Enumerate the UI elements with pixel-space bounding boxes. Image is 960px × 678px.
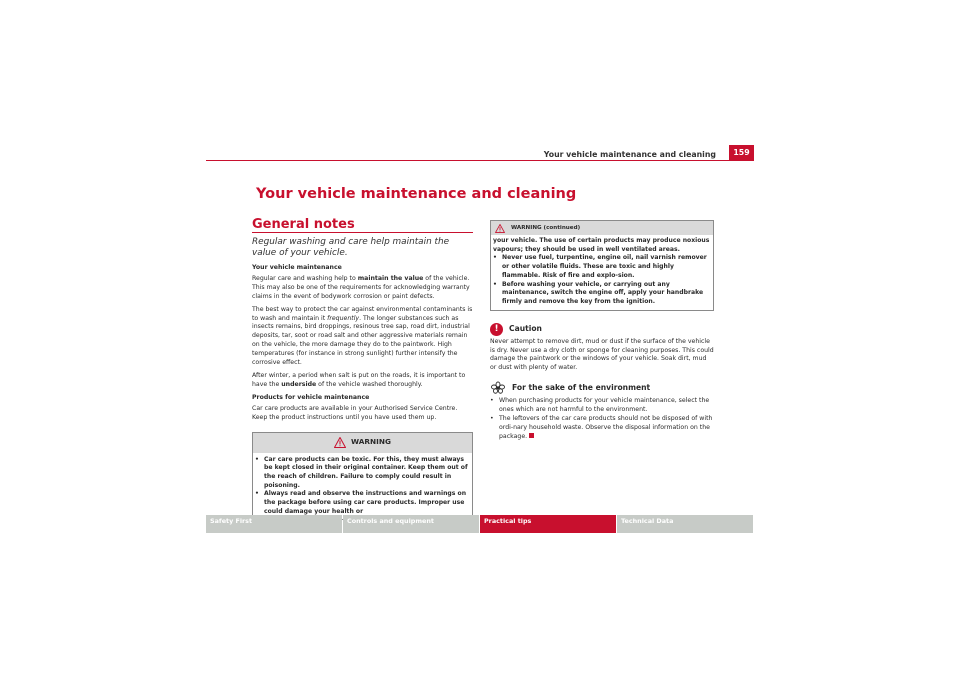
paragraph-maintain-value: Regular care and washing help to maintain the value of the vehicle. This may also be one of the requirements for acknowledging warranty claims in the event of bodywork corrosion or paint defects. bbox=[252, 274, 470, 300]
footer-tab-safety-first[interactable]: Safety First bbox=[206, 515, 342, 533]
header-title: Your vehicle maintenance and cleaning bbox=[543, 150, 716, 159]
intro-text: Regular washing and care help maintain the value of your vehicle. bbox=[252, 237, 450, 258]
list-item: • When purchasing products for your vehicle maintenance, select the ones which are not harmful to the environment. bbox=[490, 397, 710, 414]
caution-text: Never attempt to remove dirt, mud or dust if the surface of the vehicle is dry. Never use a dry cloth or sponge for cleaning purposes. This could damage the paintwork or the windows of your vehicle. Soak dirt, mud or dust with plenty of water. bbox=[490, 337, 714, 372]
warning-continued-body bbox=[490, 235, 714, 311]
list-item: • Always read and observe the instructions and warnings on the package before using car care products. Improper use could damage your health or bbox=[255, 490, 467, 515]
environment-flower-icon bbox=[490, 381, 506, 395]
warning-body bbox=[253, 453, 472, 520]
warning-triangle-icon bbox=[334, 437, 346, 448]
page-title: Your vehicle maintenance and cleaning bbox=[256, 186, 577, 202]
warning-continued-text: your vehicle. The use of certain products may produce noxious vapours; they should be used in well ventilated areas. bbox=[493, 237, 710, 253]
page-number: 159 bbox=[729, 145, 754, 160]
list-item: • The leftovers of the car care products should not be disposed of with ordi-nary household waste. Observe the disposal information on the package. bbox=[490, 415, 713, 440]
footer-tab-practical-tips[interactable]: Practical tips bbox=[480, 515, 616, 533]
warning-continued-header bbox=[491, 221, 713, 235]
heading-products: Products for vehicle maintenance bbox=[252, 393, 370, 401]
warning-box bbox=[252, 432, 473, 521]
paragraph-underside: After winter, a period when salt is put on the roads, it is important to have the underside of the vehicle washed thoroughly. bbox=[252, 371, 466, 388]
section-rule bbox=[252, 232, 473, 233]
caution-label: Caution bbox=[509, 323, 542, 333]
caution-header bbox=[490, 323, 714, 336]
warning-label: WARNING bbox=[351, 437, 391, 447]
list-item: • Car care products can be toxic. For this, they must always be kept closed in their original container. Keep them out of the reach of children. Failure to comply could result in poisoning. bbox=[255, 455, 468, 489]
footer-tab-controls-equipment[interactable]: Controls and equipment bbox=[343, 515, 479, 533]
section-title: General notes bbox=[252, 217, 355, 232]
list-item: • Before washing your vehicle, or carrying out any maintenance, switch the engine off, apply your handbrake firmly and remove the key from the ignition. bbox=[493, 280, 704, 305]
end-of-section-icon bbox=[529, 433, 534, 438]
heading-vehicle-maintenance: Your vehicle maintenance bbox=[252, 264, 342, 271]
paragraph-products: Car care products are available in your Authorised Service Centre. Keep the product instructions until you have used them up. bbox=[252, 404, 458, 421]
left-column bbox=[252, 237, 473, 520]
caution-exclamation-icon: ! bbox=[490, 323, 503, 336]
footer-tab-technical-data[interactable]: Technical Data bbox=[617, 515, 753, 533]
warning-continued-label: WARNING (continued) bbox=[511, 224, 581, 231]
header-rule bbox=[206, 160, 754, 161]
list-item: • Never use fuel, turpentine, engine oil, nail varnish remover or other volatile fluids. These are toxic and highly flammable. Risk of fire and explo-sion. bbox=[493, 254, 707, 279]
environment-header bbox=[490, 381, 714, 395]
warning-header bbox=[253, 433, 472, 453]
environment-label: For the sake of the environment bbox=[512, 382, 651, 392]
warning-triangle-icon bbox=[495, 224, 505, 233]
right-column bbox=[490, 220, 714, 442]
paragraph-environmental-contaminants: The best way to protect the car against environmental contaminants is to wash and maintain it frequently. The longer substances such as insects remains, bird droppings, resinous tree sap, road dirt, industrial deposits, tar, soot or road salt and other aggressive materials remain on the vehicle, the more damage they do to the paintwork. High temperatures (for instance in strong sunlight) further intensify the corrosive effect. bbox=[252, 305, 473, 367]
warning-continued-box bbox=[490, 220, 714, 235]
